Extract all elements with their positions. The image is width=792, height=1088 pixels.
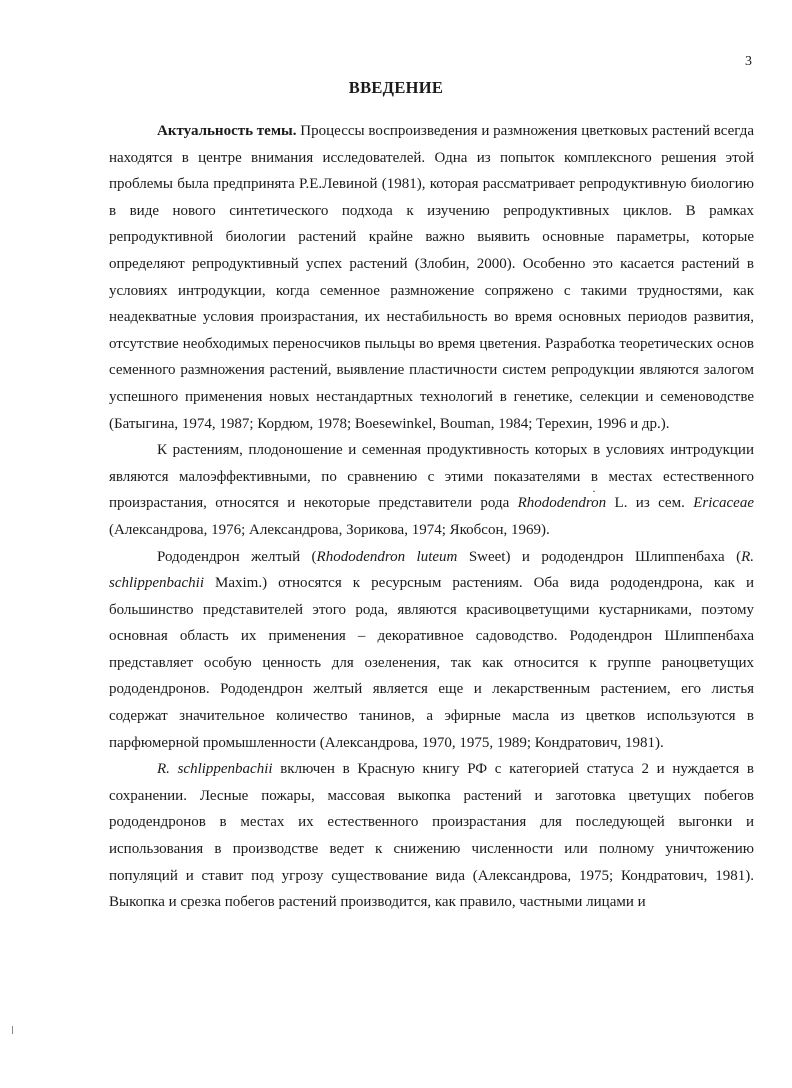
paragraph-text: включен в Красную книгу РФ с категорией статуса 2 и нуждается в сохранении. Лесные пожары, массовая выкопка растений и заготовка цветущих побегов рододендронов в местах их естественного произрастания для последующей выгонки и использования в производстве ведет к снижению численности или полному уничтожению популяций и ставит под угрозу существование вида (Александрова, 1975; Кондратович, 1981). Выкопка и срезка побегов растений производится, как правило, частными лицами и (109, 761, 754, 911)
taxon-name: Rhododendron (517, 495, 607, 512)
margin-mark (12, 1026, 13, 1034)
paragraph-relevance (109, 118, 754, 437)
taxon-name: R. schlippenbachii (157, 761, 273, 778)
paragraph-rhododendron-genus (109, 437, 754, 543)
taxon-name: Ericaceae (693, 495, 754, 512)
paragraph-text: Maxim.) относятся к ресурсным растениям. Оба вида рододендрона, как и большинство представителей этого рода, являются красивоцветущими кустарниками, поэтому основная область их применения – декоративное садоводство. Рододендрон Шлиппенбаха представляет особую ценность для озеленения, так как относится к группе раноцветущих рододендронов. Рододендрон желтый является еще и лекарственным растением, его листья содержат значительное количество танинов, а эфирные масла из цветков используются в парфюмерной промышленности (Александрова, 1970, 1975, 1989; Кондратович, 1981). (109, 575, 754, 751)
paragraph-text: L. из сем. (606, 495, 694, 512)
taxon-name: Rhododendron luteum (316, 548, 458, 565)
relevance-heading: Актуальность темы. (157, 123, 297, 139)
paragraph-text: Процессы воспроизведения и размножения цветковых растений всегда находятся в центре внимания исследователей. Одна из попыток комплексного решения этой проблемы была предпринята Р.Е.Левиной (1981), которая рассматривает репродуктивную биологию в виде нового синтетического подхода к изучению репродуктивных циклов. В рамках репродуктивной биологии растений крайне важно выявить основные параметры, которые определяют репродуктивный успех растений (Злобин, 2000). Особенно это касается растений в условиях интродукции, когда семенное размножение сопряжено с такими трудностями, как неадекватные условия произрастания, их нестабильность во время основных периодов развития, отсутствие необходимых переносчиков пыльцы во время цветения. Разработка теоретических основ семенного размножения растений, выявление пластичности систем репродукции являются залогом успешного применения новых нестандартных технологий в генетике, селекции и семеноводстве (Батыгина, 1974, 1987; Кордюм, 1978; Boesewinkel, Bouman, 1984; Терехин, 1996 и др.). (109, 123, 754, 432)
paragraph-species (109, 544, 754, 757)
page-title: ВВЕДЕНИЕ (348, 78, 444, 97)
scan-speck: · (592, 484, 596, 498)
taxon-name: R. schlippenbachii (109, 548, 754, 592)
paragraph-text: (Александрова, 1976; Александрова, Зорикова, 1974; Якобсон, 1969). (109, 521, 550, 538)
paragraph-text: К растениям, плодоношение и семенная продуктивность которых в условиях интродукции являются малоэффективными, по сравнению с этими показателями в местах естественного произрастания, относятся и некоторые представители рода (109, 442, 754, 512)
body-text (109, 118, 754, 916)
paragraph-text: Рододендрон желтый ( (157, 548, 317, 565)
paragraph-red-book (109, 756, 754, 916)
page-number: 3 (745, 54, 752, 69)
paragraph-text: Sweet) и рододендрон Шлиппенбаха ( (457, 548, 742, 565)
